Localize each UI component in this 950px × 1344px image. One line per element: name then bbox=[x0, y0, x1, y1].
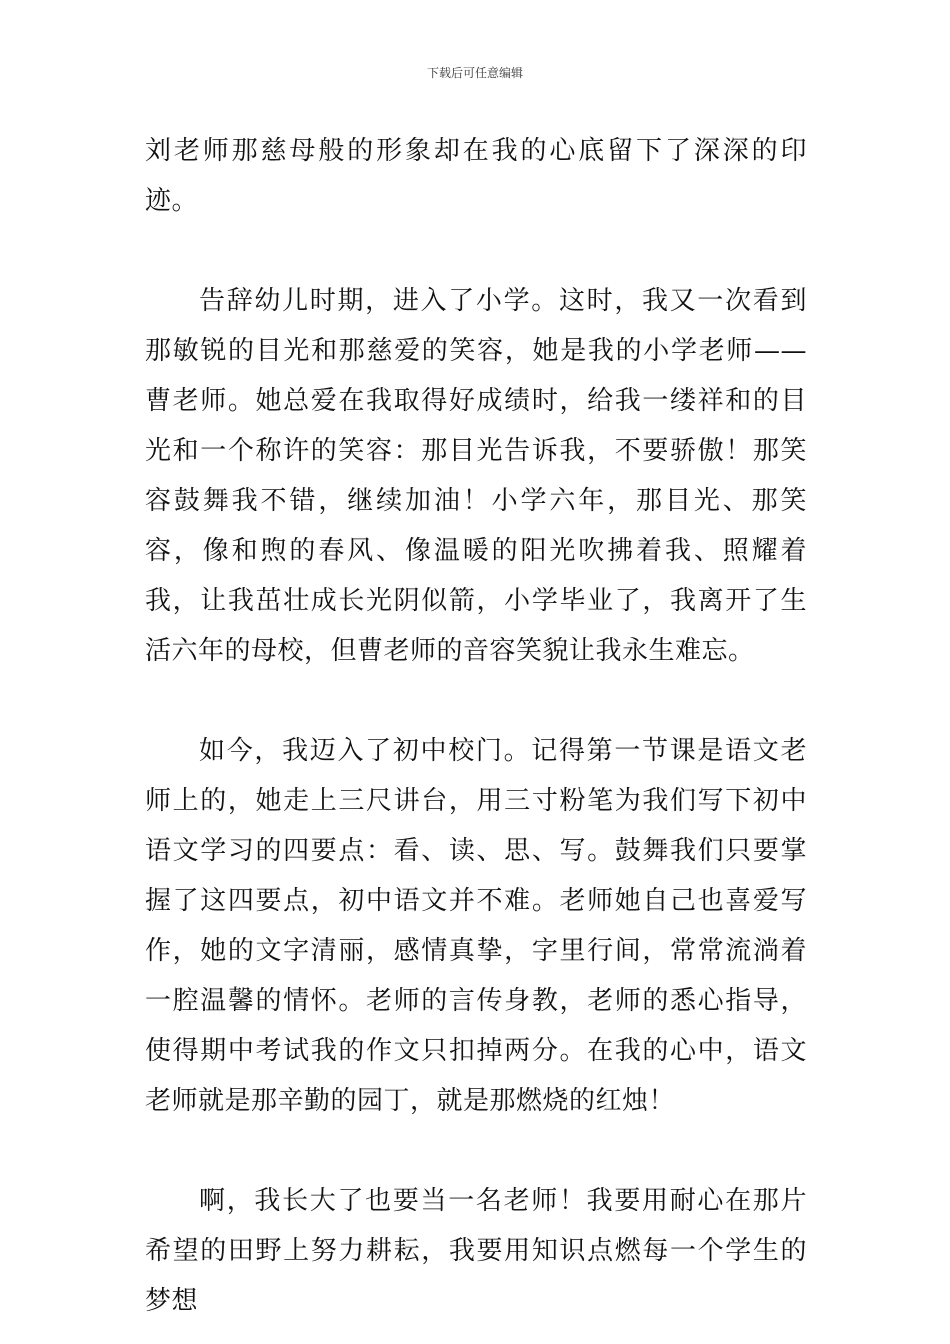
paragraph-spacer bbox=[145, 676, 807, 726]
document-body bbox=[145, 126, 807, 1326]
paragraph-spacer bbox=[145, 226, 807, 276]
paragraph-spacer bbox=[145, 1126, 807, 1176]
paragraph-2: 告辞幼儿时期，进入了小学。这时，我又一次看到那敏锐的目光和那慈爱的笑容，她是我的小学老师——曹老师。她总爱在我取得好成绩时，给我一缕祥和的目光和一个称许的笑容：那目光告诉我，不要骄傲！那笑容鼓舞我不错，继续加油！小学六年，那目光、那笑容，像和煦的春风、像温暖的阳光吹拂着我、照耀着我，让我茁壮成长光阴似箭，小学毕业了，我离开了生活六年的母校，但曹老师的音容笑貌让我永生难忘。 bbox=[145, 286, 807, 666]
paragraph-3: 如今，我迈入了初中校门。记得第一节课是语文老师上的，她走上三尺讲台，用三寸粉笔为我们写下初中语文学习的四要点：看、读、思、写。鼓舞我们只要掌握了这四要点，初中语文并不难。老师她自己也喜爱写作，她的文字清丽，感情真挚，字里行间，常常流淌着一腔温馨的情怀。老师的言传身教，老师的悉心指导，使得期中考试我的作文只扣掉两分。在我的心中，语文老师就是那辛勤的园丁，就是那燃烧的红烛！ bbox=[145, 736, 807, 1116]
page-header: 下载后可任意编辑 bbox=[426, 66, 523, 80]
paragraph-1: 刘老师那慈母般的形象却在我的心底留下了深深的印迹。 bbox=[145, 136, 807, 216]
paragraph-4: 啊，我长大了也要当一名老师！我要用耐心在那片希望的田野上努力耕耘，我要用知识点燃每一个学生的梦想 bbox=[145, 1186, 807, 1316]
